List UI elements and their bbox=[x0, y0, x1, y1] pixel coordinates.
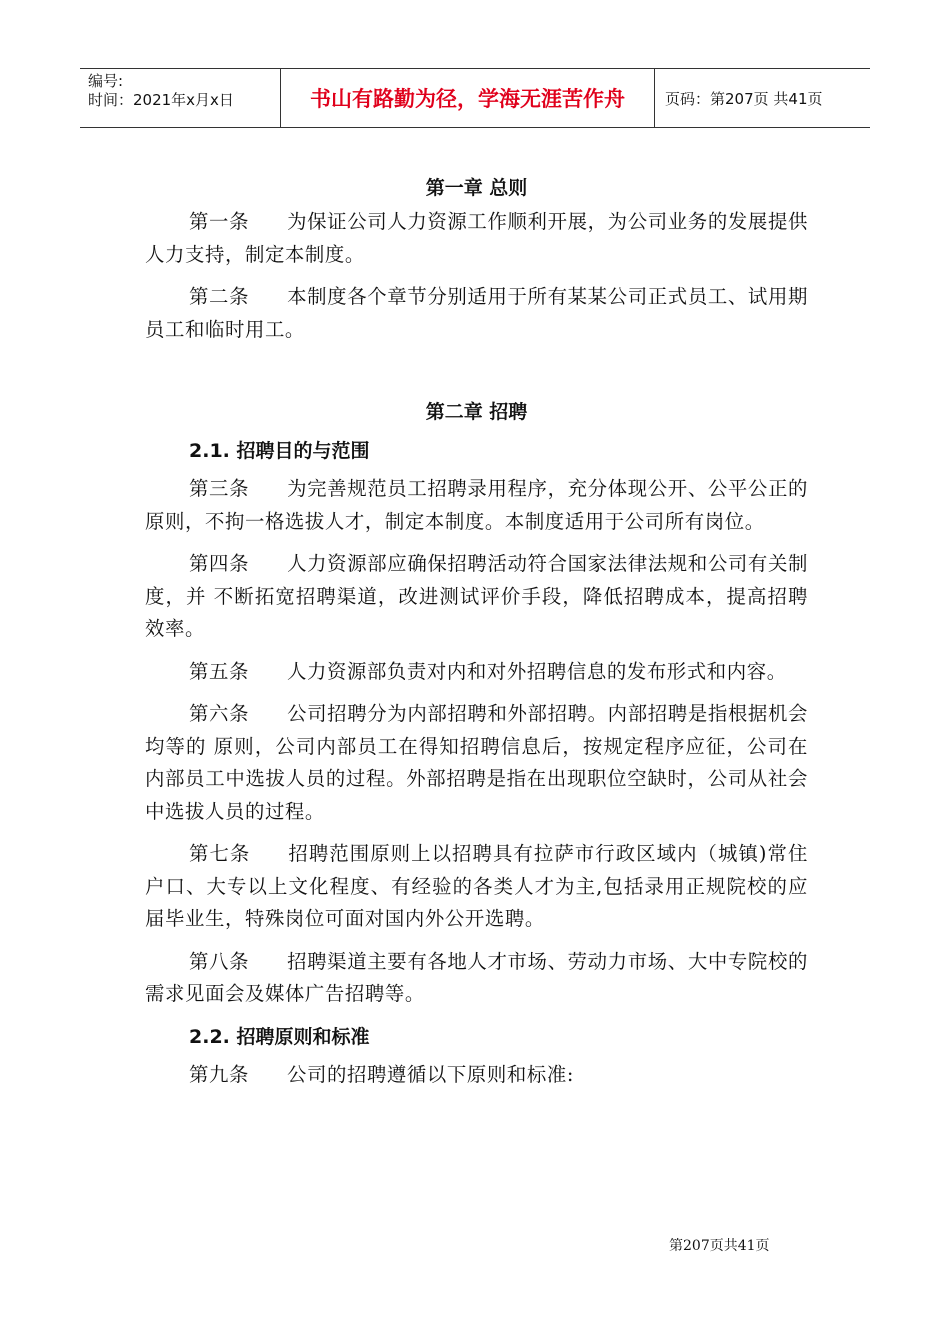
article-1-label: 第一条 bbox=[189, 210, 250, 233]
article-9-text: 公司的招聘遵循以下原则和标准: bbox=[286, 1062, 574, 1086]
header-motto: 书山有路勤为径，学海无涯苦作舟 bbox=[281, 69, 655, 127]
article-5 bbox=[145, 656, 808, 689]
article-4-text: 人力资源部应确保招聘活动符合国家法律法规和公司有关制度，并 不断拓宽招聘渠道，改进测试评价手段，降低招聘成本，提高招聘效率。 bbox=[145, 552, 808, 640]
article-5-label: 第五条 bbox=[189, 659, 249, 683]
article-5-text: 人力资源部负责对内和对外招聘信息的发布形式和内容。 bbox=[286, 659, 787, 683]
section-2-1-title: 2.1. 招聘目的与范围 bbox=[189, 440, 370, 462]
article-4 bbox=[145, 548, 808, 646]
article-8 bbox=[145, 946, 808, 1011]
article-4-label: 第四条 bbox=[189, 552, 250, 575]
document-body bbox=[145, 170, 808, 1091]
chapter-2-title: 第二章 招聘 bbox=[425, 401, 528, 423]
article-7-text: 招聘范围原则上以招聘具有拉萨市行政区域内（城镇)常住户口、大专以上文化程度、有经验的各类人才为主,包括录用正规院校的应届毕业生，特殊岗位可面对国内外公开选聘。 bbox=[145, 842, 808, 930]
section-2-2-title: 2.2. 招聘原则和标准 bbox=[189, 1025, 370, 1048]
article-9-label: 第九条 bbox=[189, 1062, 249, 1086]
page-footer: 第207页共41页 bbox=[669, 1238, 770, 1254]
article-6 bbox=[145, 698, 808, 828]
article-2 bbox=[145, 281, 808, 346]
article-7-label: 第七条 bbox=[189, 842, 251, 865]
article-2-text: 本制度各个章节分别适用于所有某某公司正式员工、试用期员工和临时用工。 bbox=[145, 285, 808, 341]
article-2-label: 第二条 bbox=[189, 285, 250, 308]
time-label: 时间：2021年x月x日 bbox=[88, 91, 234, 109]
article-1 bbox=[145, 206, 808, 271]
article-9 bbox=[145, 1059, 808, 1092]
article-7 bbox=[145, 838, 808, 936]
article-3 bbox=[145, 473, 808, 538]
article-6-text: 公司招聘分为内部招聘和外部招聘。内部招聘是指根据机会均等的 原则，公司内部员工在得知招聘信息后，按规定程序应征，公司在内部员工中选拔人员的过程。外部招聘是指在出现职位空缺时，公司从社会中选拔人员的过程。 bbox=[145, 702, 808, 823]
article-3-label: 第三条 bbox=[189, 477, 250, 500]
article-8-text: 招聘渠道主要有各地人才市场、劳动力市场、大中专院校的需求见面会及媒体广告招聘等。 bbox=[145, 949, 808, 1005]
article-6-label: 第六条 bbox=[189, 702, 250, 725]
header-meta bbox=[80, 69, 281, 127]
chapter-1-title: 第一章 总则 bbox=[425, 177, 528, 199]
article-1-text: 为保证公司人力资源工作顺利开展，为公司业务的发展提供人力支持，制定本制度。 bbox=[145, 210, 808, 266]
page-header bbox=[80, 68, 870, 128]
header-page-code: 页码：第207页 共41页 bbox=[665, 89, 823, 108]
article-8-label: 第八条 bbox=[189, 949, 250, 973]
number-label: 编号: bbox=[88, 72, 124, 90]
article-3-text: 为完善规范员工招聘录用程序，充分体现公开、公平公正的原则，不拘一格选拔人才，制定本制度。本制度适用于公司所有岗位。 bbox=[145, 477, 808, 533]
